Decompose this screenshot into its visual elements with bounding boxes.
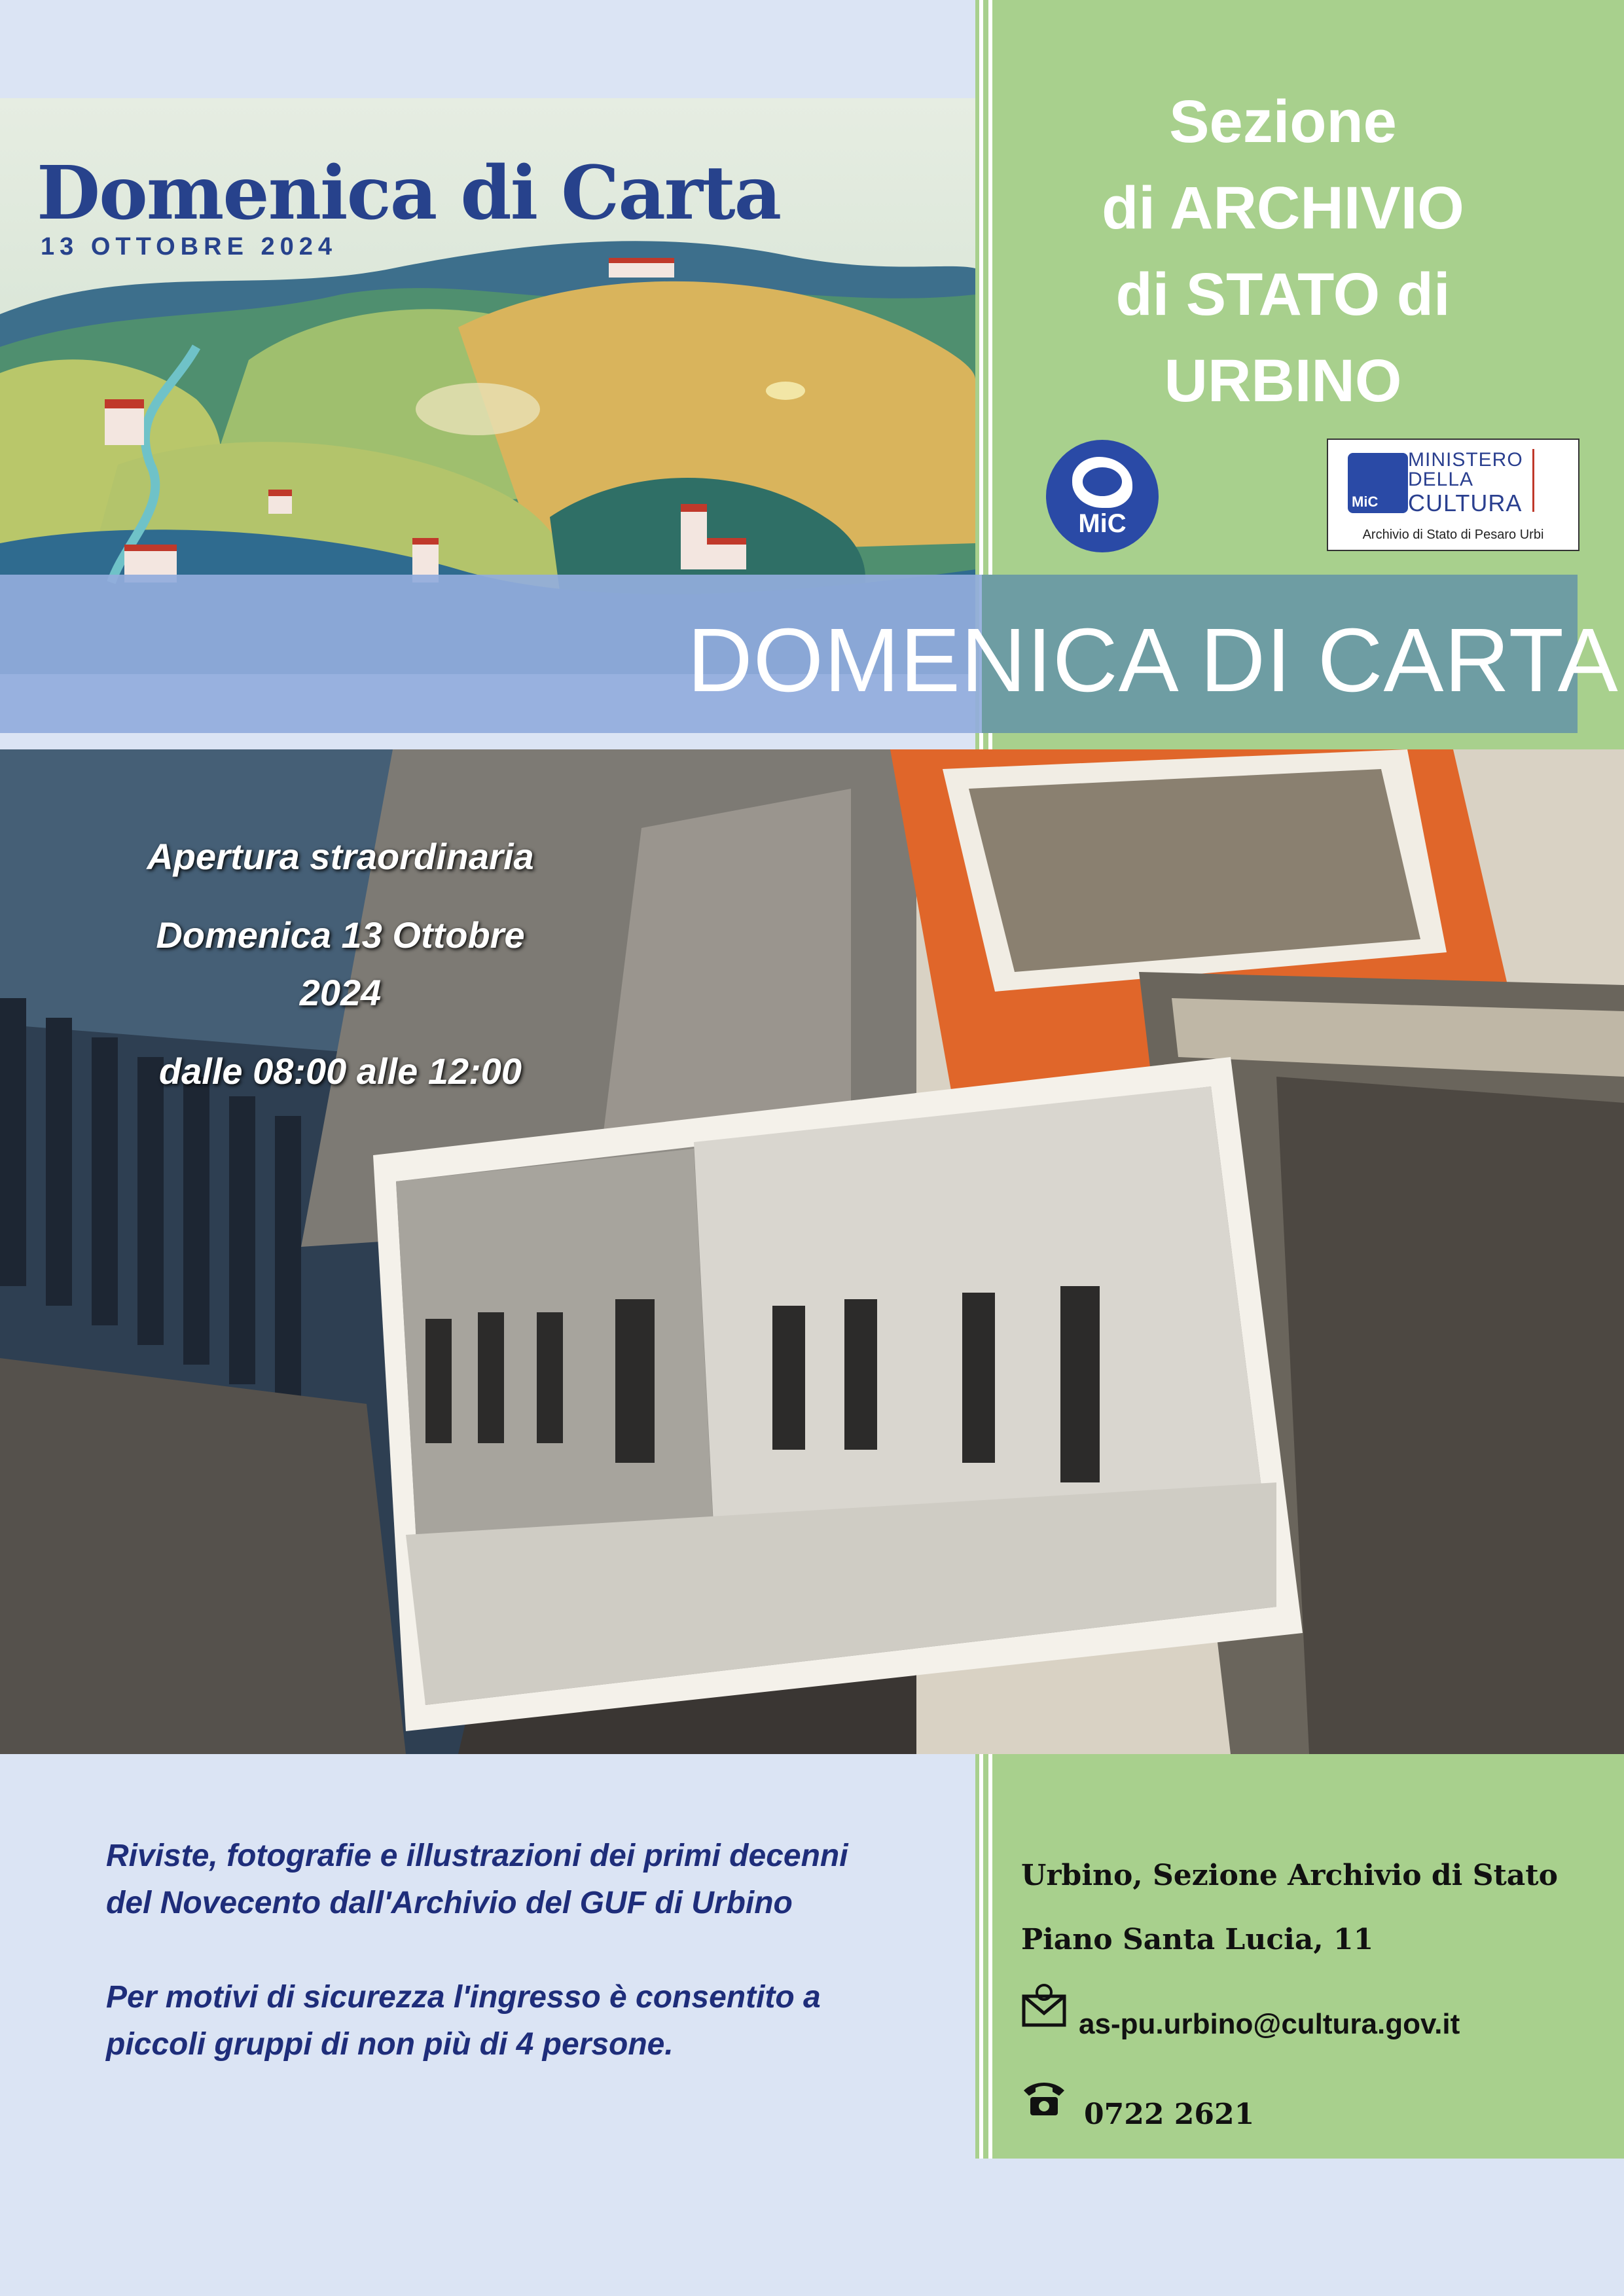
illustration-title: Domenica di Carta xyxy=(37,151,781,236)
banner-title: DOMENICA DI CARTA xyxy=(687,610,1619,711)
ministero-line: CULTURA xyxy=(1408,490,1523,516)
mic-logo-label: MiC xyxy=(1078,509,1127,538)
mic-logo xyxy=(1046,440,1159,552)
institution-title-line: Sezione xyxy=(1169,88,1397,155)
ministero-emblem-icon xyxy=(1348,453,1408,513)
ministero-line: MINISTERO xyxy=(1408,449,1523,471)
illustration-date: 13 OTTOBRE 2024 xyxy=(41,233,338,260)
divider xyxy=(988,1754,992,2159)
ministero-emblem-label: MiC xyxy=(1352,493,1379,510)
email-link[interactable]: as-pu.urbino@cultura.gov.it xyxy=(1079,2008,1460,2040)
description-paragraph: Per motivi di sicurezza l'ingresso è consentito a piccoli gruppi di non più di 4 persone. xyxy=(106,1980,821,2062)
institution-title xyxy=(995,79,1571,424)
event-year: 2024 xyxy=(299,972,382,1013)
dc-mark-icon xyxy=(1532,449,1559,512)
institution-title-line: URBINO xyxy=(1164,348,1402,414)
envelope-icon xyxy=(1021,1983,1067,2029)
event-opening: Apertura straordinaria xyxy=(147,836,534,877)
divider xyxy=(979,1754,983,2159)
archive-photo-collage xyxy=(0,749,1624,1754)
contacts-panel xyxy=(975,1754,1624,2159)
telephone-icon xyxy=(1021,2075,1067,2121)
institution-title-line: di ARCHIVIO xyxy=(1102,175,1464,242)
collage-artwork xyxy=(0,749,1624,1754)
address-line: Piano Santa Lucia, 11 xyxy=(1021,1923,1374,1956)
event-description xyxy=(106,1833,892,2115)
ministero-footer: Archivio di Stato di Pesaro Urbi xyxy=(1362,528,1544,542)
description-paragraph: Riviste, fotografie e illustrazioni dei primi decenni del Novecento dall'Archivio del GUF di Urbino xyxy=(106,1839,848,1920)
event-date: Domenica 13 Ottobre xyxy=(156,914,525,956)
phone-number[interactable]: 0722 2621 xyxy=(1084,2098,1255,2131)
ministero-line: DELLA xyxy=(1408,469,1474,490)
address-line: Urbino, Sezione Archivio di Stato xyxy=(1021,1859,1558,1892)
ministero-logo xyxy=(1327,439,1579,551)
institution-title-line: di STATO di xyxy=(1115,261,1451,328)
event-hours: dalle 08:00 alle 12:00 xyxy=(158,1050,522,1092)
